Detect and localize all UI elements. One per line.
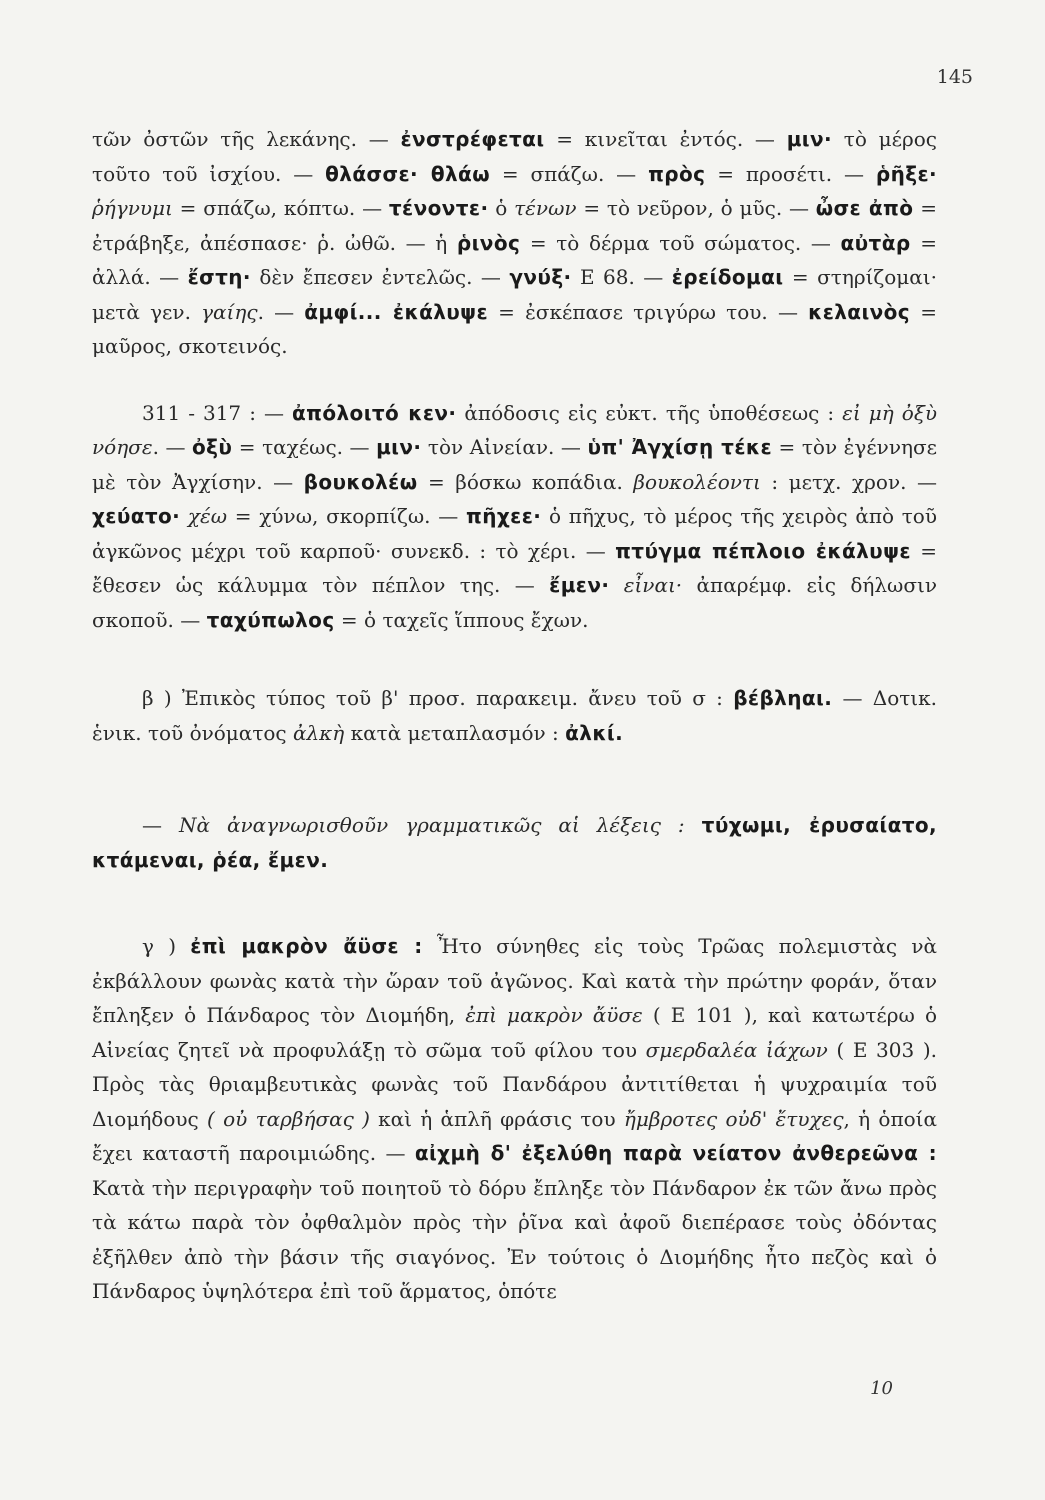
quote-italic: ἐπὶ μακρὸν ἄϋσε [465, 1003, 643, 1027]
gloss-text: = στηρίζομαι· μετὰ γεν. [92, 265, 938, 324]
lemma-bold: ῥινὸς [456, 230, 521, 255]
lemma-bold: ὀξὺ [192, 435, 233, 459]
exercise-paragraph [92, 808, 937, 877]
commentary-paragraph-1 [92, 122, 937, 364]
gloss-text: = ἀλλά. — [92, 230, 937, 289]
gloss-text: = προσέτι. — [705, 161, 876, 186]
quote-italic: τένων [514, 196, 577, 220]
lemma-bold: ἔμεν· [549, 573, 610, 597]
quote-italic: εἰ μὴ ὀξὺ νόησε [92, 400, 937, 459]
lemma-bold: ἀμφί... ἐκάλυψε [304, 299, 488, 324]
lemma-bold: αἰχμὴ δ' ἐξελύθη παρὰ νείατον ἀνθερεῶνα : [414, 1141, 937, 1165]
lemma-bold: πτύγμα πέπλοιο ἐκάλυψε [615, 538, 911, 563]
gloss-text: . — [152, 435, 192, 459]
gloss-text: = ταχέως. — [232, 435, 377, 459]
quote-italic: γαίης [201, 299, 258, 324]
gloss-text: — [142, 813, 179, 837]
gloss-text: Ε 68. — [571, 265, 672, 289]
gloss-text: : μετχ. χρον. — [760, 469, 937, 494]
commentary-paragraph-2 [92, 396, 937, 638]
lemma-bold: γνύξ· [509, 265, 572, 289]
page-body [92, 122, 937, 1309]
gloss-text: ἀπαρέμφ. εἰς δήλωσιν σκοποῦ. — [92, 573, 937, 632]
lemma-bold: ὑπ' Ἀγχίσῃ τέκε [587, 435, 773, 459]
gloss-text: 311 - 317 : — [142, 400, 292, 425]
gloss-text: = ἔθεσεν ὡς κάλυμμα τὸν πέπλον της. — [92, 538, 937, 597]
gloss-text: , ἡ ὁποία ἔχει καταστῆ παροιμιώδης. — [92, 1106, 938, 1165]
quote-italic: ἤμβροτες οὐδ' ἔτυχες [623, 1106, 844, 1131]
page-number: 145 [936, 66, 973, 88]
gloss-text: = τὸν ἐγέννησε μὲ τὸν Ἀγχίσην. — [92, 435, 937, 494]
gloss-text: ἀπόδοσις εἰς εὐκτ. τῆς ὑποθέσεως : [456, 400, 843, 425]
gloss-text: Κατὰ τὴν περιγραφὴν τοῦ ποιητοῦ τὸ δόρυ ἔπληξε τὸν Πάνδαρον ἐκ τῶν ἄνω πρὸς τὰ κάτω παρὰ τὸν ὀφθαλμὸν πρὸς τὴν ῥῖνα καὶ ἀφοῦ διεπέρασε τοὺς ὀδόντας ἐξῆλθεν ἀπὸ τὴν βάσιν τῆς σιαγόνος. Ἐν τούτοις ὁ Διομήδης ἦτο πεζὸς καὶ ὁ Πάνδαρος ὑψηλότερα ἐπὶ τοῦ ἅρματος, ὁπότε [92, 1175, 937, 1303]
lemma-bold: μιν· [376, 435, 422, 459]
gloss-text: = μαῦρος, σκοτεινός. [92, 299, 937, 358]
quote-italic: χέω [180, 504, 228, 528]
lemma-bold: ταχύπωλος [206, 607, 335, 632]
quote-italic: ἀλκὴ [292, 720, 345, 745]
commentary-paragraph-4 [92, 929, 937, 1309]
lemma-bold: βουκολέω [303, 469, 418, 494]
gloss-text: = ἐσκέπασε τριγύρω του. — [487, 299, 809, 324]
gloss-text: = χύνω, σκορπίζω. — [227, 504, 466, 528]
gloss-text: = ὁ ταχεῖς ἵππους ἔχων. [334, 607, 589, 632]
lemma-bold: μιν· [786, 127, 833, 151]
gloss-text [685, 813, 702, 837]
gloss-text: ὁ [488, 196, 515, 220]
gloss-text: γ ) [142, 934, 191, 958]
lemma-bold: ἔστη· [187, 265, 251, 289]
gloss-text: καὶ ἡ ἁπλῆ φράσις του [369, 1106, 624, 1131]
lemma-bold: αὐτὰρ [840, 230, 911, 255]
gloss-text: = σπάζω, κόπτω. — [172, 196, 389, 220]
lemma-bold: ἐνστρέφεται [400, 127, 545, 151]
commentary-paragraph-3 [92, 681, 937, 750]
lemma-bold: θλάσσε· θλάω [325, 161, 490, 186]
gloss-text: ( Ε 303 ). Πρὸς τὰς θριαμβευτικὰς φωνὰς τοῦ Πανδάρου ἀντιτίθεται ἡ ψυχραιμία τοῦ Διομήδους [92, 1037, 937, 1131]
gloss-text: β ) Ἐπικὸς τύπος τοῦ β' προσ. παρακειμ. ἄνευ τοῦ σ : [142, 686, 734, 710]
quote-italic: σμερδαλέα ἰάχων [645, 1037, 828, 1062]
quote-italic: ( οὐ ταρβήσας ) [207, 1106, 370, 1131]
gloss-text: = κινεῖται ἐντός. — [544, 127, 787, 151]
lemma-bold: ὦσε ἀπὸ [815, 196, 914, 220]
gloss-text: . — [257, 299, 305, 324]
lemma-bold: κελαινὸς [808, 299, 911, 324]
quote-italic: εἶναι· [609, 573, 683, 597]
lemma-bold: χεύατο· [92, 504, 181, 528]
lemma-bold: τύχωμι, ἐρυσαίατο, κτάμεναι, ῥέα, ἔμεν. [92, 813, 938, 872]
gloss-text: = ἐτράβηξε, ἀπέσπασε· ῥ. ὠθῶ. — ἡ [92, 196, 937, 255]
gloss-text: τὸ μέρος τοῦτο τοῦ ἰσχίου. — [92, 127, 937, 186]
gloss-text: Ἦτο σύνηθες εἰς τοὺς Τρῶας πολεμιστὰς νὰ ἐκβάλλουν φωνὰς κατὰ τὴν ὥραν τοῦ ἀγῶνος. Καὶ κατὰ τὴν πρώτην φοράν, ὅταν ἔπληξεν ὁ Πάνδαρος τὸν Διομήδη, [92, 934, 938, 1027]
lemma-bold: πῆχεε· [466, 504, 542, 528]
gloss-text: κατὰ μεταπλασμόν : [344, 720, 566, 745]
gloss-text: = τὸ δέρμα τοῦ σώματος. — [520, 230, 841, 255]
quote-italic: Νὰ ἀναγνωρισθοῦν γραμματικῶς αἱ λέξεις : [178, 813, 685, 837]
quote-italic: ῥήγνυμι [92, 196, 173, 220]
lemma-bold: ἀλκί. [565, 720, 624, 745]
gloss-text: ὁ πῆχυς, τὸ μέρος τῆς χειρὸς ἀπὸ τοῦ ἀγκῶνος μέχρι τοῦ καρποῦ· συνεκδ. : τὸ χέρι. — [92, 504, 937, 563]
quote-italic: βουκολέοντι [633, 469, 761, 494]
gloss-text: τῶν ὀστῶν τῆς λεκάνης. — [92, 127, 401, 151]
gloss-text: — Δοτικ. ἑνικ. τοῦ ὀνόματος [92, 686, 938, 745]
lemma-bold: ῥῆξε· [875, 161, 937, 186]
gloss-text: = βόσκω κοπάδια. [417, 469, 634, 494]
lemma-bold: ἐρείδομαι [671, 265, 784, 289]
lemma-bold: βέβληαι. [733, 686, 833, 710]
signature-mark: 10 [870, 1378, 893, 1399]
lemma-bold: ἐπὶ μακρὸν ἄϋσε : [190, 934, 423, 958]
gloss-text: τὸν Αἰνείαν. — [421, 435, 588, 459]
lemma-bold: τένοντε· [388, 196, 489, 220]
gloss-text: ( Ε 101 ), καὶ κατωτέρω ὁ Αἰνείας ζητεῖ νὰ προφυλάξῃ τὸ σῶμα τοῦ φίλου του [92, 1003, 938, 1062]
lemma-bold: πρὸς [648, 161, 706, 186]
gloss-text: = σπάζω. — [489, 161, 649, 186]
gloss-text: = τὸ νεῦρον, ὁ μῦς. — [576, 196, 816, 220]
lemma-bold: ἀπόλοιτό κεν· [292, 400, 457, 425]
gloss-text: δὲν ἔπεσεν ἐντελῶς. — [250, 265, 510, 289]
